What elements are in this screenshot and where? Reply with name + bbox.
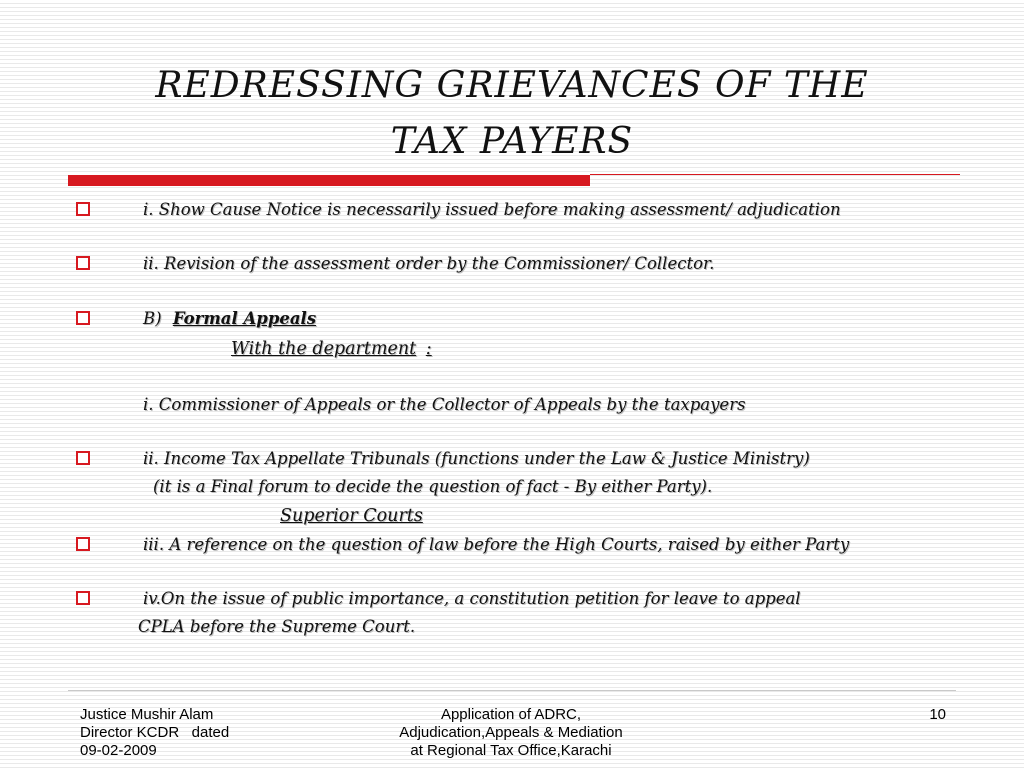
body-line-department: [231, 338, 432, 360]
body-line: i. Show Cause Notice is necessarily issued before making assessment/ adjudication: [143, 200, 841, 219]
footer-author-line: Director KCDR dated: [80, 724, 230, 741]
footer-title-line: at Regional Tax Office,Karachi: [410, 742, 612, 759]
body-line: CPLA before the Supreme Court.: [138, 617, 416, 636]
square-bullet-icon: [76, 591, 90, 605]
square-bullet-icon: [76, 451, 90, 465]
title-line-1: REDRESSING GRIEVANCES OF THE: [155, 65, 869, 106]
footer-author-line: Justice Mushir Alam: [80, 706, 214, 723]
square-bullet-icon: [76, 537, 90, 551]
footer-author: [80, 706, 340, 760]
body-line: (it is a Final forum to decide the question of fact - By either Party).: [153, 477, 713, 496]
footer-title-line: Application of ADRC,: [440, 706, 582, 723]
square-bullet-icon: [76, 256, 90, 270]
body-line: iii. A reference on the question of law before the High Courts, raised by either Party: [143, 535, 850, 554]
body-line: ii. Revision of the assessment order by the Commissioner/ Collector.: [143, 254, 715, 273]
footer-divider: [68, 690, 956, 691]
department-subheading: With the department: [231, 339, 417, 359]
section-prefix: B): [143, 309, 162, 328]
square-bullet-icon: [76, 202, 90, 216]
formal-appeals-heading: Formal Appeals: [172, 309, 317, 328]
body-line-formal-appeals: [143, 308, 316, 330]
page-number: 10: [929, 706, 946, 723]
department-colon: :: [425, 339, 432, 359]
footer-title-line: Adjudication,Appeals & Mediation: [399, 724, 623, 741]
square-bullet-icon: [76, 311, 90, 325]
title-line-2: TAX PAYERS: [390, 121, 634, 162]
body-line: iv.On the issue of public importance, a constitution petition for leave to appeal: [143, 589, 801, 608]
body-line: ii. Income Tax Appellate Tribunals (functions under the Law & Justice Ministry): [143, 449, 810, 468]
footer-author-line: 09-02-2009: [80, 742, 157, 759]
superior-courts-subheading: Superior Courts: [280, 506, 423, 526]
footer-presentation-title: [350, 706, 672, 760]
body-line: i. Commissioner of Appeals or the Collector of Appeals by the taxpayers: [143, 395, 746, 414]
